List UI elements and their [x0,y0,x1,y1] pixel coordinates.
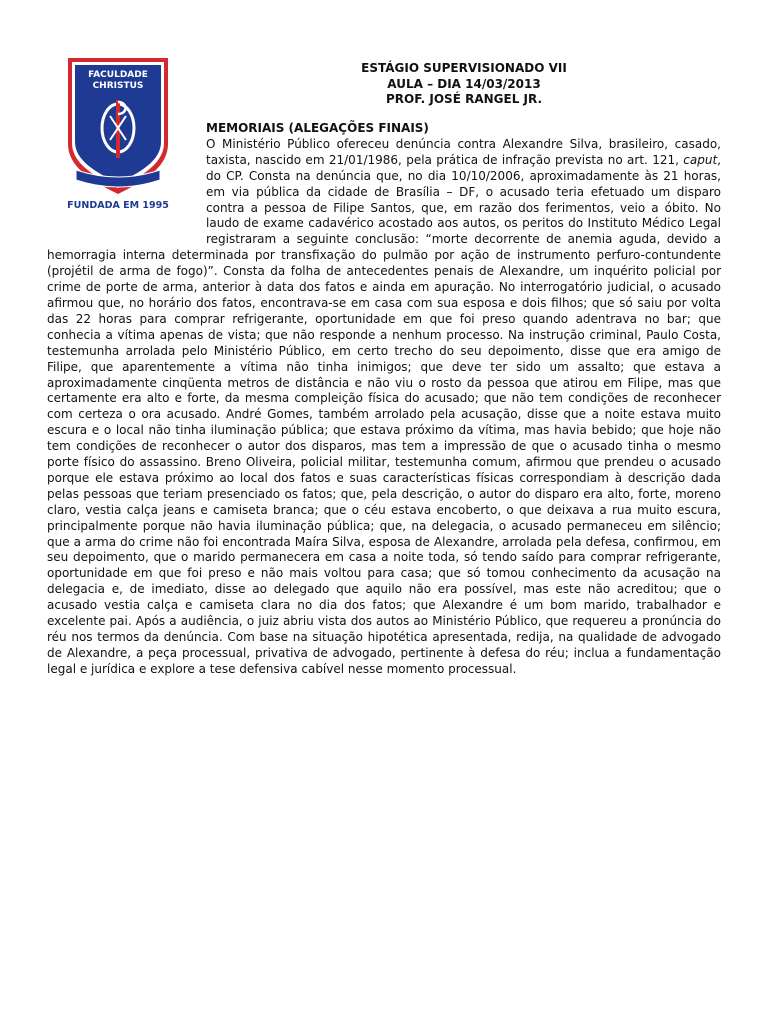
italic-term-caput: caput [683,152,718,167]
section-title: MEMORIAIS (ALEGAÇÕES FINAIS) [206,121,429,135]
document-header [300,61,628,108]
header-line-course: ESTÁGIO SUPERVISIONADO VII [361,61,567,75]
paragraph-text-rest: , do CP. Consta na denúncia que, no dia 10/10/2006, aproximadamente às 21 horas, em via pública da cidade de Brasília – DF, o acusado teria efetuado um disparo contra a pessoa de Filipe Santos, que, em razão dos ferimentos, veio a óbito. No laudo de exame cadavérico acostado aos autos, os peritos do Instituto Médico Legal registraram a seguinte conclusão: “morte decorrente de anemia aguda, devido a hemorragia interna determinada por transfixação do pulmão por ação de instrumento perfuro-contundente (projétil de arma de fogo)”. Consta da folha de antecedentes penais de Alexandre, um inquérito policial por crime de porte de arma, anterior à data dos fatos e ainda em apuração. No interrogatório judicial, o acusado afirmou que, no horário dos fatos, encontrava-se em casa com sua esposa e dois filhos; que só saiu por volta das 22 horas para comprar refrigerante, oportunidade em que foi preso quando adentrava no bar; que conhecia a vítima apenas de vista; que não responde a nenhum processo. Na instrução criminal, Paulo Costa, testemunha arrolada pelo Ministério Público, em certo trecho do seu depoimento, disse que era amigo de Filipe, que aparentemente a vítima não tinha inimigos; que deve ter sido um assalto; que estava a aproximadamente cinqüenta metros de distância e não viu o rosto da pessoa que atirou em Filipe, mas que certamente era alto e forte, da mesma compleição física do acusado; que não tem condições de reconhecer com certeza o ora acusado. André Gomes, também arrolado pela acusação, disse que a noite estava muito escura e o local não tinha iluminação pública; que estava próximo da vítima, mas havia bebido; que hoje não tem condições de reconhecer o autor dos disparos, mas tem a impressão de que o acusado tinha o mesmo porte físico do assassino. Breno Oliveira, policial militar, testemunha comum, afirmou que prendeu o acusado porque ele estava próximo ao local dos fatos e suas características físicas correspondiam à descrição dada pelas pessoas que teriam presenciado os fatos; que, pela descrição, o autor do disparo era alto, forte, moreno claro, vestia calça jeans e camiseta branca; que o céu estava encoberto, o que deixava a rua muito escura, principalmente porque não havia iluminação pública; que, na delegacia, o acusado permaneceu em silêncio; que a arma do crime não foi encontrada Maíra Silva, esposa de Alexandre, arrolada pela defesa, confirmou, em seu depoimento, que o marido permanecera em casa a noite toda, só tendo saído para comprar refrigerante, oportunidade em que foi preso e não mais voltou para casa; que só tomou conhecimento da acusação na delegacia e, de imediato, disse ao delegado que aquilo não era possível, mas este não acreditou; que o acusado vestia calça e camiseta clara no dia dos fatos; que Alexandre é um bom marido, trabalhador e excelente pai. Após a audiência, o juiz abriu vista dos autos ao Ministério Público, que requereu a pronúncia do réu nos termos da denúncia. Com base na situação hipotética apresentada, redija, na qualidade de advogado de Alexandre, a peça processual, privativa de advogado, pertinente à defesa do réu; inclua a fundamentação legal e jurídica e explore a tese defensiva cabível nesse momento processual. [47,152,721,676]
document-body [47,121,721,678]
founded-label: FUNDADA EM 1995 [67,200,169,211]
logo-wrap-spacer [47,121,206,233]
logo-name-line-1: FACULDADE [88,70,148,80]
header-line-professor: PROF. JOSÉ RANGEL JR. [385,92,543,106]
paragraph-text-start: O Ministério Público ofereceu denúncia contra Alexandre Silva, brasileiro, casado, taxista, nascido em 21/01/1986, pela prática de infração prevista no art. 121, [206,136,721,167]
header-line-class-date: AULA – DIA 14/03/2013 [387,76,541,91]
logo-name-line-2: CHRISTUS [92,81,144,91]
